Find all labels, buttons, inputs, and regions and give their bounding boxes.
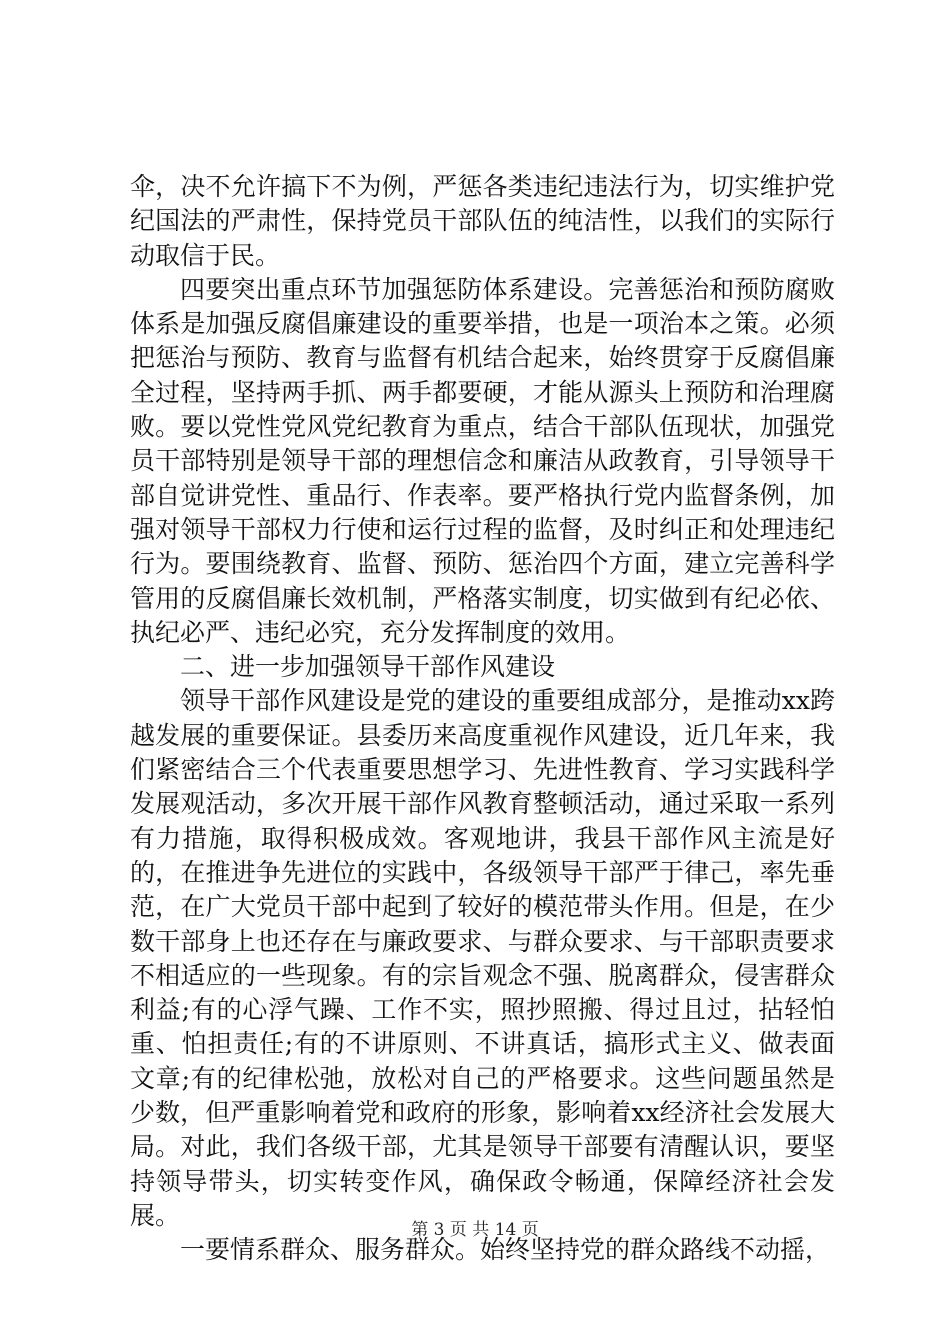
- paragraph-punishment-prevention: 四要突出重点环节加强惩防体系建设。完善惩治和预防腐败体系是加强反腐倡廉建设的重要举措，也是一项治本之策。必须把惩治与预防、教育与监督有机结合起来，始终贯穿于反腐倡廉全过程，坚持两手抓、两手都要硬，才能从源头上预防和治理腐败。要以党性党风党纪教育为重点，结合干部队伍现状，加强党员干部特别是领导干部的理想信念和廉洁从政教育，引导领导干部自觉讲党性、重品行、作表率。要严格执行党内监督条例，加强对领导干部权力行使和运行过程的监督，及时纠正和处理违纪行为。要围绕教育、监督、预防、惩治四个方面，建立完善科学管用的反腐倡廉长效机制，严格落实制度，切实做到有纪必依、执纪必严、违纪必究，充分发挥制度的效用。: [130, 274, 835, 647]
- paragraph-work-style: 领导干部作风建设是党的建设的重要组成部分，是推动xx跨越发展的重要保证。县委历来高度重视作风建设，近几年来，我们紧密结合三个代表重要思想学习、先进性教育、学习实践科学发展观活动，多次开展干部作风教育整顿活动，通过采取一系列有力措施，取得积极成效。客观地讲，我县干部作风主流是好的，在推进争先进位的实践中，各级领导干部严于律己，率先垂范，在广大党员干部中起到了较好的模范带头作用。但是，在少数干部身上也还存在与廉政要求、与群众要求、与干部职责要求不相适应的一些现象。有的宗旨观念不强、脱离群众，侵害群众利益;有的心浮气躁、工作不实，照抄照搬、得过且过，拈轻怕重、怕担责任;有的不讲原则、不讲真话，搞形式主义、做表面文章;有的纪律松弛，放松对自己的严格要求。这些问题虽然是少数，但严重影响着党和政府的形象，影响着xx经济社会发展大局。对此，我们各级干部，尤其是领导干部要有清醒认识，要坚持领导带头，切实转变作风，确保政令畅通，保障经济社会发展。: [130, 686, 835, 1230]
- page-footer: 第 3 页 共 14 页: [411, 1220, 539, 1240]
- section-heading: 二、进一步加强领导干部作风建设: [180, 652, 556, 682]
- paragraph-serve-masses: 一要情系群众、服务群众。始终坚持党的群众路线不动摇，: [180, 1235, 831, 1265]
- paragraph-continuation: 伞，决不允许搞下不为例，严惩各类违纪违法行为，切实维护党纪国法的严肃性，保持党员干部队伍的纯洁性，以我们的实际行动取信于民。: [130, 172, 835, 270]
- document-body: [130, 170, 835, 1268]
